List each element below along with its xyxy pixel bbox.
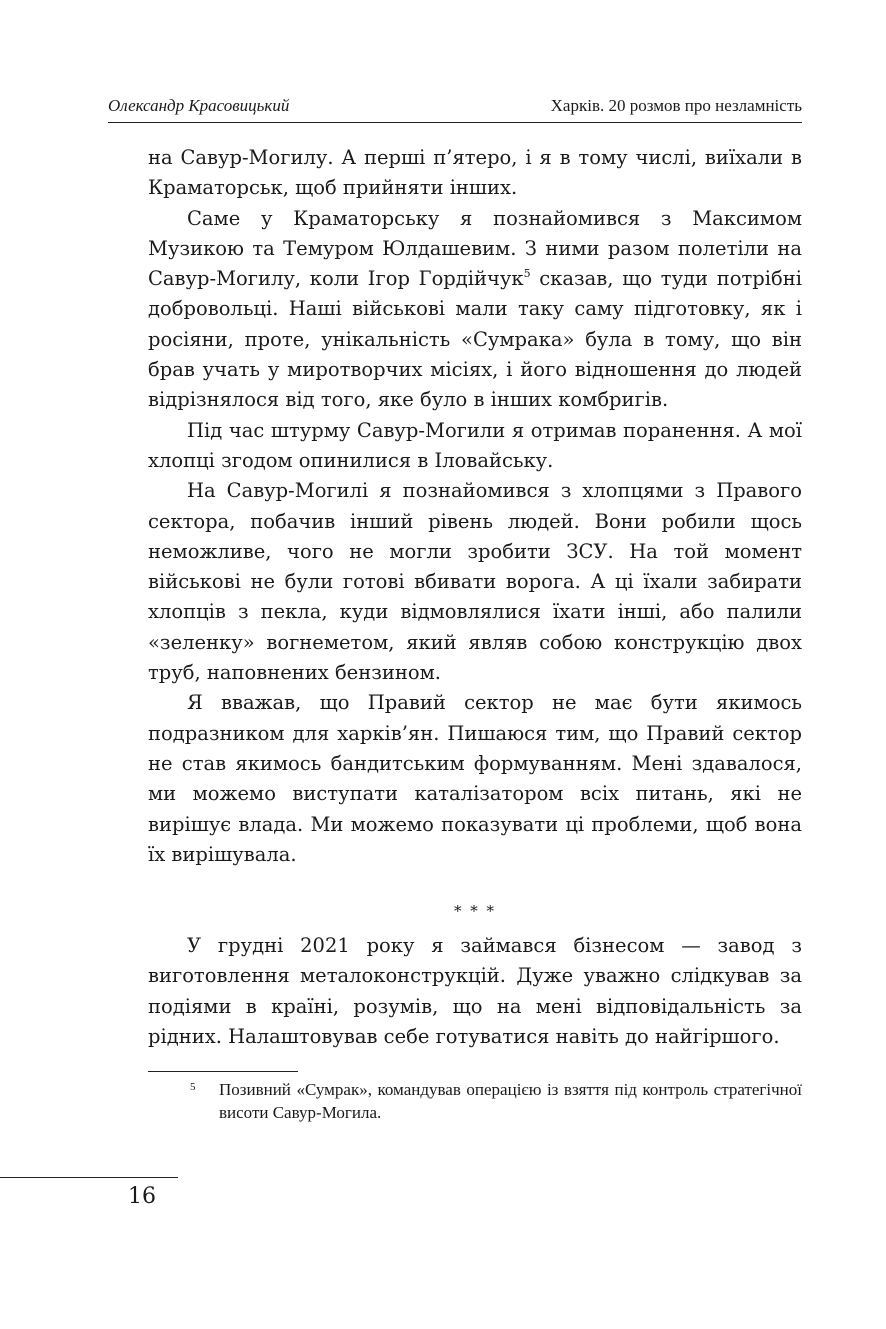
main-text-continued xyxy=(148,931,802,1052)
footnote-rule xyxy=(148,1071,298,1072)
paragraph-6: У грудні 2021 року я займався бізнесом — завод з виготовлення металоконструкцій. Дуже уважно слідкував за подіями в країні, розумів, що на мені відповідальність за рідних. Налаштовував себе готуватися навіть до найгіршого. xyxy=(148,934,802,1048)
section-separator: * * * xyxy=(453,902,497,920)
header-book-title: Харків. 20 розмов про незламність xyxy=(550,96,802,115)
paragraph-2 xyxy=(148,204,802,416)
running-header xyxy=(108,96,802,122)
paragraph-2-part-a: Саме у Краматорську я познайомився з Максимом Музикою та Темуром Юлдашевим. З ними разом полетіли на Савур-Могилу, коли Ігор Гордійчук xyxy=(148,206,802,291)
footnote xyxy=(148,1078,802,1124)
paragraph-4: На Савур-Могилі я познайомився з хлопцями з Правого сектора, побачив інший рівень людей. Вони робили щось неможливе, чого не могли зробити ЗСУ. На той момент військові не були готові вбивати ворога. А ці їхали забирати хлопців з пекла, куди відмовлялися їхати інші, або палили «зеленку» вогнеметом, який являв собою конструкцію двох труб, наповнених бензином. xyxy=(148,479,802,685)
paragraph-2-part-b: сказав, що туди потрібні добровольці. Наші військові мали таку саму підготовку, як і росіяни, проте, унікальність «Сумрака» була в тому, що він брав учать у миротворчих місіях, і його відношення до людей відрізнялося від того, яке було в інших комбригів. xyxy=(148,267,802,412)
footnote-number: 5 xyxy=(190,1081,196,1093)
page-number: 16 xyxy=(128,1184,156,1209)
paragraph-5: Я вважав, що Правий сектор не має бути якимось подразником для харків’ян. Пишаюся тим, що Правий сектор не став якимось бандитським формуванням. Мені здавалося, ми можемо виступати каталізатором всіх питань, які не вирішує влада. Ми можемо показувати ці проблеми, щоб вона їх вирішувала. xyxy=(148,691,802,866)
footnote-ref[interactable]: 5 xyxy=(523,267,531,281)
main-text xyxy=(148,143,802,870)
footnote-text: Позивний «Сумрак», командував операцією із взяття під контроль стратегічної висоти Савур-Могила. xyxy=(219,1080,802,1122)
page-number-rule xyxy=(0,1177,178,1178)
paragraph-1: на Савур-Могилу. А перші п’ятеро, і я в тому числі, виїхали в Краматорськ, щоб прийняти інших. xyxy=(148,146,802,200)
paragraph-3: Під час штурму Савур-Могили я отримав поранення. А мої хлопці згодом опинилися в Іловайську. xyxy=(148,418,802,472)
header-author: Олександр Красовицький xyxy=(108,96,290,115)
header-rule xyxy=(108,122,802,123)
